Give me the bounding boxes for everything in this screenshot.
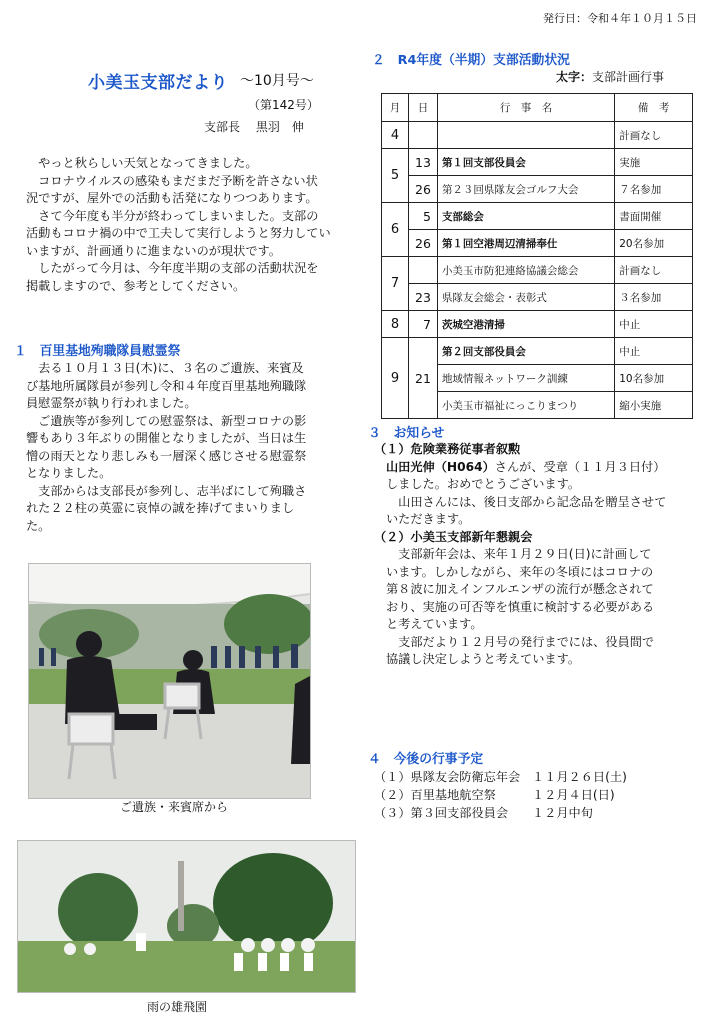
section1-line: 員慰霊祭が執り行われました。 (26, 396, 197, 410)
notice2-line: 第８波に加えインフルエンザの流行が懸念されて (386, 582, 654, 596)
legend-prefix: 太字： (556, 70, 593, 84)
section1-heading: １ 百里基地殉職隊員慰霊祭 (14, 344, 181, 359)
section4-heading: ４ 今後の行事予定 (368, 752, 484, 767)
section1-line: となりました。 (26, 466, 112, 480)
notice1-heading: （１）危険業務従事者叙勲 (374, 442, 521, 456)
ceremony-photo-art (29, 564, 310, 798)
cell-event: 県隊友会総会・表彰式 (437, 284, 614, 311)
intro-text (26, 155, 344, 295)
activity-table (381, 93, 693, 419)
intro-line: 掲載しますので、参考としてください。 (26, 278, 246, 293)
cell-month: 8 (382, 311, 409, 338)
section1-line: れた２２柱の英霊に哀悼の誠を捧げてまいりまし (26, 501, 295, 515)
cell-event (437, 122, 614, 149)
event-date: １２月４日(日) (532, 788, 615, 802)
table-row (382, 203, 693, 230)
section3-body (374, 441, 704, 669)
cell-day (408, 257, 437, 284)
upcoming-events-list (374, 768, 627, 822)
notice2-line: 支部新年会は、来年１月２９日(日)に計画して (386, 547, 652, 561)
notice2-line: 支部だより１２月号の発行までには、役員間で (386, 634, 655, 649)
issue-date: 発行日：令和４年１０月１５日 (543, 12, 697, 25)
table-header-row (382, 94, 693, 122)
cell-day: 23 (408, 284, 437, 311)
honoree-name: 山田光伸（H064） (386, 459, 495, 474)
intro-line: いますが、計画通りに進まないのが現状です。 (26, 243, 281, 258)
cell-event: 地域情報ネットワーク訓練 (437, 365, 614, 392)
newsletter-title: 小美玉支部だより (88, 73, 228, 93)
cell-month: 4 (382, 122, 409, 149)
table-row (382, 338, 693, 365)
cell-note: 縮小実施 (615, 392, 693, 419)
ceremony-photo (28, 563, 311, 799)
section1-line: 支部からは支部長が参列し、志半ばにして殉職さ (26, 483, 307, 498)
cell-note: 計画なし (615, 122, 693, 149)
event-name: （２）百里基地航空祭 (374, 788, 496, 802)
cell-day: 5 (408, 203, 437, 230)
intro-line: さて今年度も半分が終わってしまいました。支部の (26, 208, 319, 223)
cell-note: 中止 (615, 311, 693, 338)
intro-line: 況ですが、屋外での活動も活発になりつつあります。 (26, 191, 318, 205)
table-row (382, 122, 693, 149)
schedule-legend (556, 68, 664, 85)
event-name: （３）第３回支部役員会 (374, 806, 509, 820)
legend-text: 支部計画行事 (592, 70, 665, 84)
cell-month: 5 (382, 149, 409, 203)
cell-note: 実施 (615, 149, 693, 176)
cell-event: 第１回支部役員会 (437, 149, 614, 176)
cell-day: 21 (408, 338, 437, 419)
cell-day: 26 (408, 176, 437, 203)
event-date: １２月中旬 (532, 806, 593, 820)
notice2-heading: （２）小美玉支部新年懇親会 (374, 529, 533, 544)
newsletter-month: ～10月号～ (240, 73, 314, 89)
event-date: １１月２６日(土) (532, 770, 627, 784)
section1-line: た。 (26, 518, 51, 533)
notice1-line (374, 459, 704, 477)
garden-photo-art (18, 841, 355, 992)
notice2-line: と考えています。 (386, 617, 483, 631)
cell-note: 書面開催 (615, 203, 693, 230)
cell-event: 茨城空港清掃 (437, 311, 614, 338)
cell-day (408, 122, 437, 149)
issue-number: （第142号） (248, 98, 319, 112)
table-row (382, 149, 693, 176)
cell-event: 第２３回県隊友会ゴルフ大会 (437, 176, 614, 203)
section1-line: 響もあり３年ぶりの開催となりましたが、当日は生 (26, 431, 307, 445)
cell-note: 20名参加 (615, 230, 693, 257)
section3-heading: ３ お知らせ (368, 426, 445, 441)
intro-line: したがって今月は、今年度半期の支部の活動状況を (26, 261, 319, 275)
table-row (382, 311, 693, 338)
table-row (382, 257, 693, 284)
ceremony-photo-caption: ご遺族・来賓席から (120, 800, 229, 814)
notice1-text: さんが、受章（１１月３日付） (494, 459, 666, 474)
section1-line: ご遺族等が参列しての慰霊祭は、新型コロナの影 (26, 413, 307, 428)
notice1-line: 山田さんには、後日支部から記念品を贈呈させて (386, 494, 667, 509)
list-item (374, 804, 627, 822)
cell-day: 26 (408, 230, 437, 257)
garden-photo (17, 840, 356, 993)
table-row (382, 176, 693, 203)
col-note: 備 考 (615, 94, 693, 122)
section1-line: 去る１０月１３日(木)に、３名のご遺族、来賓及 (26, 361, 304, 375)
section1-body (26, 360, 344, 535)
cell-event: 第２回支部役員会 (437, 338, 614, 365)
section1-line: び基地所属隊員が参列し令和４年度百里基地殉職隊 (26, 378, 307, 393)
table-row (382, 230, 693, 257)
cell-day: 13 (408, 149, 437, 176)
notice2-line: おり、実施の可否等を慎重に検討する必要がある (386, 599, 655, 614)
cell-event: 支部総会 (437, 203, 614, 230)
notice1-line: しました。おめでとうございます。 (386, 477, 581, 491)
col-event: 行 事 名 (437, 94, 614, 122)
notice2-line: 協議し決定しようと考えています。 (386, 652, 581, 666)
list-item (374, 786, 627, 804)
section2-heading: ２ R4年度（半期）支部活動状況 (372, 53, 570, 68)
author: 支部長 黒羽 伸 (204, 120, 304, 134)
list-item (374, 768, 627, 786)
cell-month: 6 (382, 203, 409, 257)
cell-event: 第１回空港周辺清掃奉仕 (437, 230, 614, 257)
event-name: （１）県隊友会防衛忘年会 (374, 770, 521, 784)
cell-note: 中止 (615, 338, 693, 365)
cell-month: 7 (382, 257, 409, 311)
garden-photo-caption: 雨の雄飛園 (147, 1000, 208, 1014)
cell-event: 小美玉市福祉にっこりまつり (437, 392, 614, 419)
notice1-line: いただきます。 (386, 512, 471, 526)
cell-note: ３名参加 (615, 284, 693, 311)
notice2-line: います。しかしながら、来年の冬頃にはコロナの (386, 564, 654, 579)
intro-line: やっと秋らしい天気となってきました。 (26, 156, 258, 170)
intro-line: コロナウイルスの感染もまだまだ予断を許さない状 (26, 173, 318, 188)
cell-month: 9 (382, 338, 409, 419)
cell-event: 小美玉市防犯連絡協議会総会 (437, 257, 614, 284)
intro-line: 活動もコロナ禍の中で工夫して実行しようと努力してい (26, 226, 331, 240)
cell-note: ７名参加 (615, 176, 693, 203)
table-row (382, 284, 693, 311)
section1-line: 憎の雨天となり悲しみも一層深く感じさせる慰霊祭 (26, 448, 307, 463)
cell-note: 10名参加 (615, 365, 693, 392)
col-month: 月 (382, 94, 409, 122)
col-day: 日 (408, 94, 437, 122)
cell-note: 計画なし (615, 257, 693, 284)
cell-day: 7 (408, 311, 437, 338)
